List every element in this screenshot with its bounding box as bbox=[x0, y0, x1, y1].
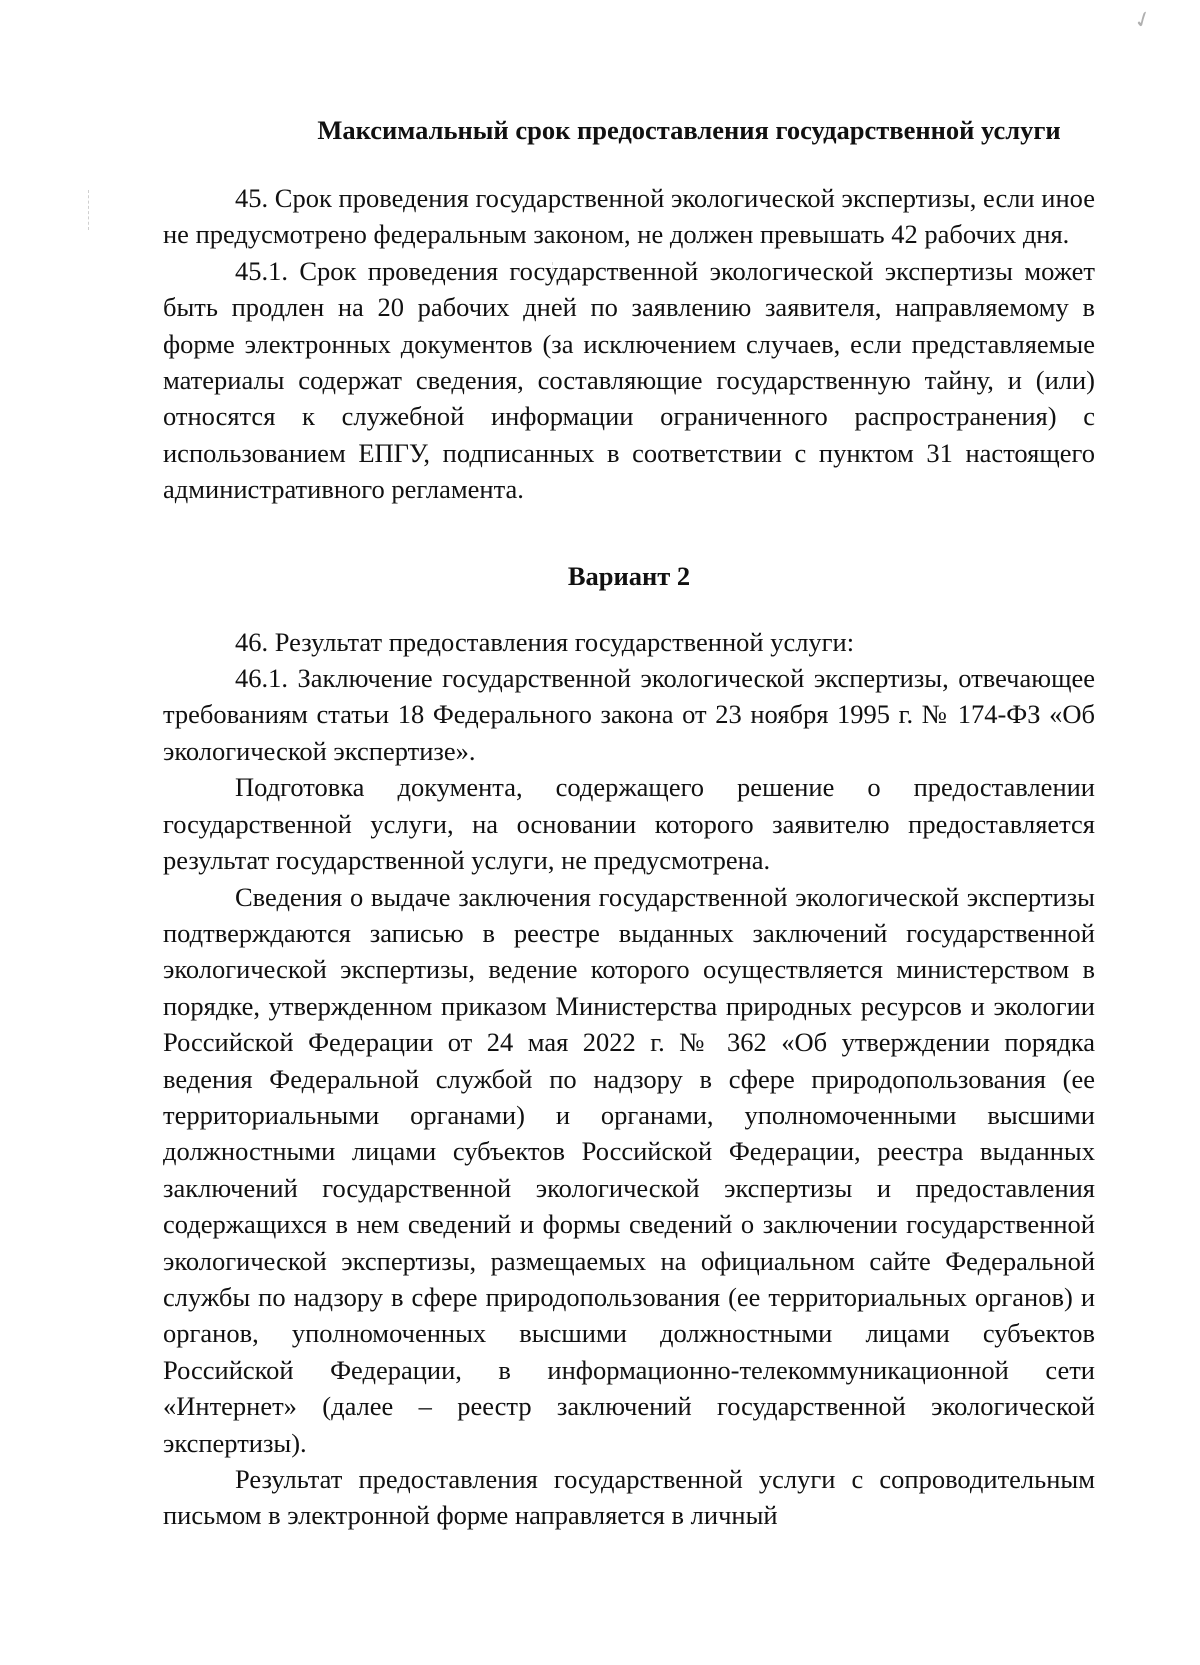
spacer bbox=[163, 148, 1095, 180]
section-heading-max-term: Максимальный срок предоставления государственной услуги bbox=[317, 115, 1061, 145]
paragraph-preparation: Подготовка документа, содержащего решение о предоставлении государственной услуги, на основании которого заявителю предоставляется результат государственной услуги, не предусмотрена. bbox=[163, 772, 1095, 876]
section-heading-variant-2: Вариант 2 bbox=[567, 560, 691, 591]
paragraph-45-1: 45.1. Срок проведения государственной экологической экспертизы может быть продлен на 20 рабочих дней по заявлению заявителя, направляемому в форме электронных документов (за исключением случаев, если представляемые материалы содержат сведения, составляющие государственную тайну, и (или) относятся к служебной информации ограниченного распространения) с использованием ЕПГУ, подписанных в соответствии с пунктом 31 настоящего административного регламента. bbox=[163, 255, 1095, 505]
paragraph-46: 46. Результат предоставления государственной услуги: bbox=[235, 626, 855, 657]
spacer bbox=[163, 508, 1095, 558]
paragraph-registry: Сведения о выдаче заключения государственной экологической экспертизы подтверждаются записью в реестре выданных заключений государственной экологической экспертизы, ведение которого осуществляется министерством в порядке, утвержденном приказом Министерства природных ресурсов и экологии Российской Федерации от 24 мая 2022 г. № 362 «Об утверждении порядка ведения Федеральной службой по надзору в сфере природопользования (ее территориальными органами) и органами, уполномоченными высшими должностными лицами субъектов Российской Федерации, реестра выданных заключений государственной экологической экспертизы и предоставления содержащихся в нем сведений и формы сведений о заключении государственной экологической экспертизы, размещаемых на официальном сайте Федеральной службы по надзору в сфере природопользования (ее территориальных органов) и органов, уполномоченных высшими должностными лицами субъектов Российской Федерации, в информационно-телекоммуникационной сети «Интернет» (далее – реестр заключений государственной экологической экспертизы). bbox=[163, 881, 1095, 1458]
document-body bbox=[163, 112, 1095, 1534]
scan-artifact-line bbox=[88, 190, 90, 230]
spacer bbox=[163, 594, 1095, 624]
paragraph-45: 45. Срок проведения государственной экологической экспертизы, если иное не предусмотрено федеральным законом, не должен превышать 42 рабочих дня. bbox=[163, 183, 1095, 250]
pen-mark-icon: ✓ bbox=[1129, 5, 1156, 36]
paragraph-result: Результат предоставления государственной услуги с сопроводительным письмом в электронной форме направляется в личный bbox=[163, 1464, 1095, 1531]
paragraph-46-1: 46.1. Заключение государственной экологической экспертизы, отвечающее требованиям статьи 18 Федерального закона от 23 ноября 1995 г. № 174-ФЗ «Об экологической экспертизе». bbox=[163, 663, 1095, 766]
